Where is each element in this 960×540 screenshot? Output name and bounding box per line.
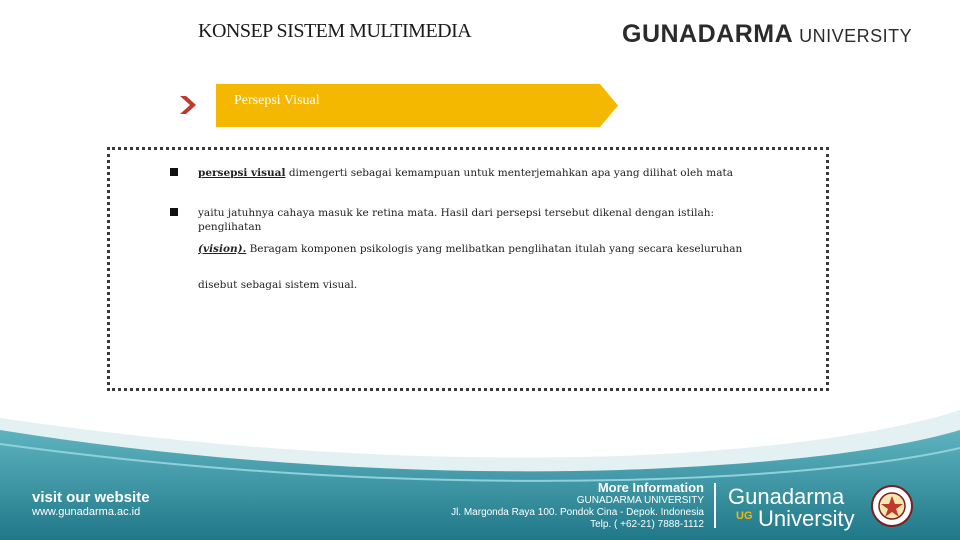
more-info-address: Jl. Margonda Raya 100. Pondok Cina - Depok. Indonesia xyxy=(451,507,704,518)
slide-title: KONSEP SISTEM MULTIMEDIA xyxy=(198,20,472,42)
brand-sub: UNIVERSITY xyxy=(799,26,913,46)
more-info-org: GUNADARMA UNIVERSITY xyxy=(576,495,704,506)
visit-website-block xyxy=(32,490,150,518)
visit-title: visit our website xyxy=(32,489,150,506)
more-info-title: More Information xyxy=(597,480,704,495)
logo-line-1: Gunadarma xyxy=(728,484,845,509)
website-link[interactable]: www.gunadarma.ac.id xyxy=(32,506,141,518)
bullet-square-icon xyxy=(170,208,178,216)
more-info-block xyxy=(380,480,704,531)
paragraph-2-line-1: yaitu jatuhnya cahaya masuk ke retina mata. Hasil dari persepsi tersebut dikenal dengan istilah: penglihatan xyxy=(198,207,715,233)
logo-mark: UG xyxy=(736,510,753,522)
section-banner xyxy=(216,84,618,127)
p1-text: dimengerti sebagai kemampuan untuk menterjemahkan apa yang dilihat oleh mata xyxy=(285,167,733,179)
brand-main: GUNADARMA xyxy=(622,20,794,48)
term-persepsi-visual: persepsi visual xyxy=(198,167,286,179)
term-vision: (vision). xyxy=(198,243,247,255)
paragraph-2-line-2 xyxy=(198,242,768,256)
gunadarma-logo xyxy=(728,486,855,530)
paragraph-2-line-3: disebut sebagai sistem visual. xyxy=(198,279,358,291)
logo-line-2: University xyxy=(758,506,855,531)
university-brand xyxy=(622,20,912,49)
more-info-phone: Telp. ( +62-21) 7888-1112 xyxy=(590,519,704,530)
content-box xyxy=(107,147,829,391)
paragraph-1 xyxy=(198,166,768,180)
banner-label: Persepsi Visual xyxy=(234,93,320,108)
p2-line2-text: Beragam komponen psikologis yang melibatkan penglihatan itulah yang secara keseluruhan xyxy=(246,243,743,255)
bullet-square-icon xyxy=(170,168,178,176)
university-seal-icon xyxy=(870,484,914,528)
footer-divider xyxy=(714,483,716,528)
chevron-right-icon xyxy=(178,94,198,116)
